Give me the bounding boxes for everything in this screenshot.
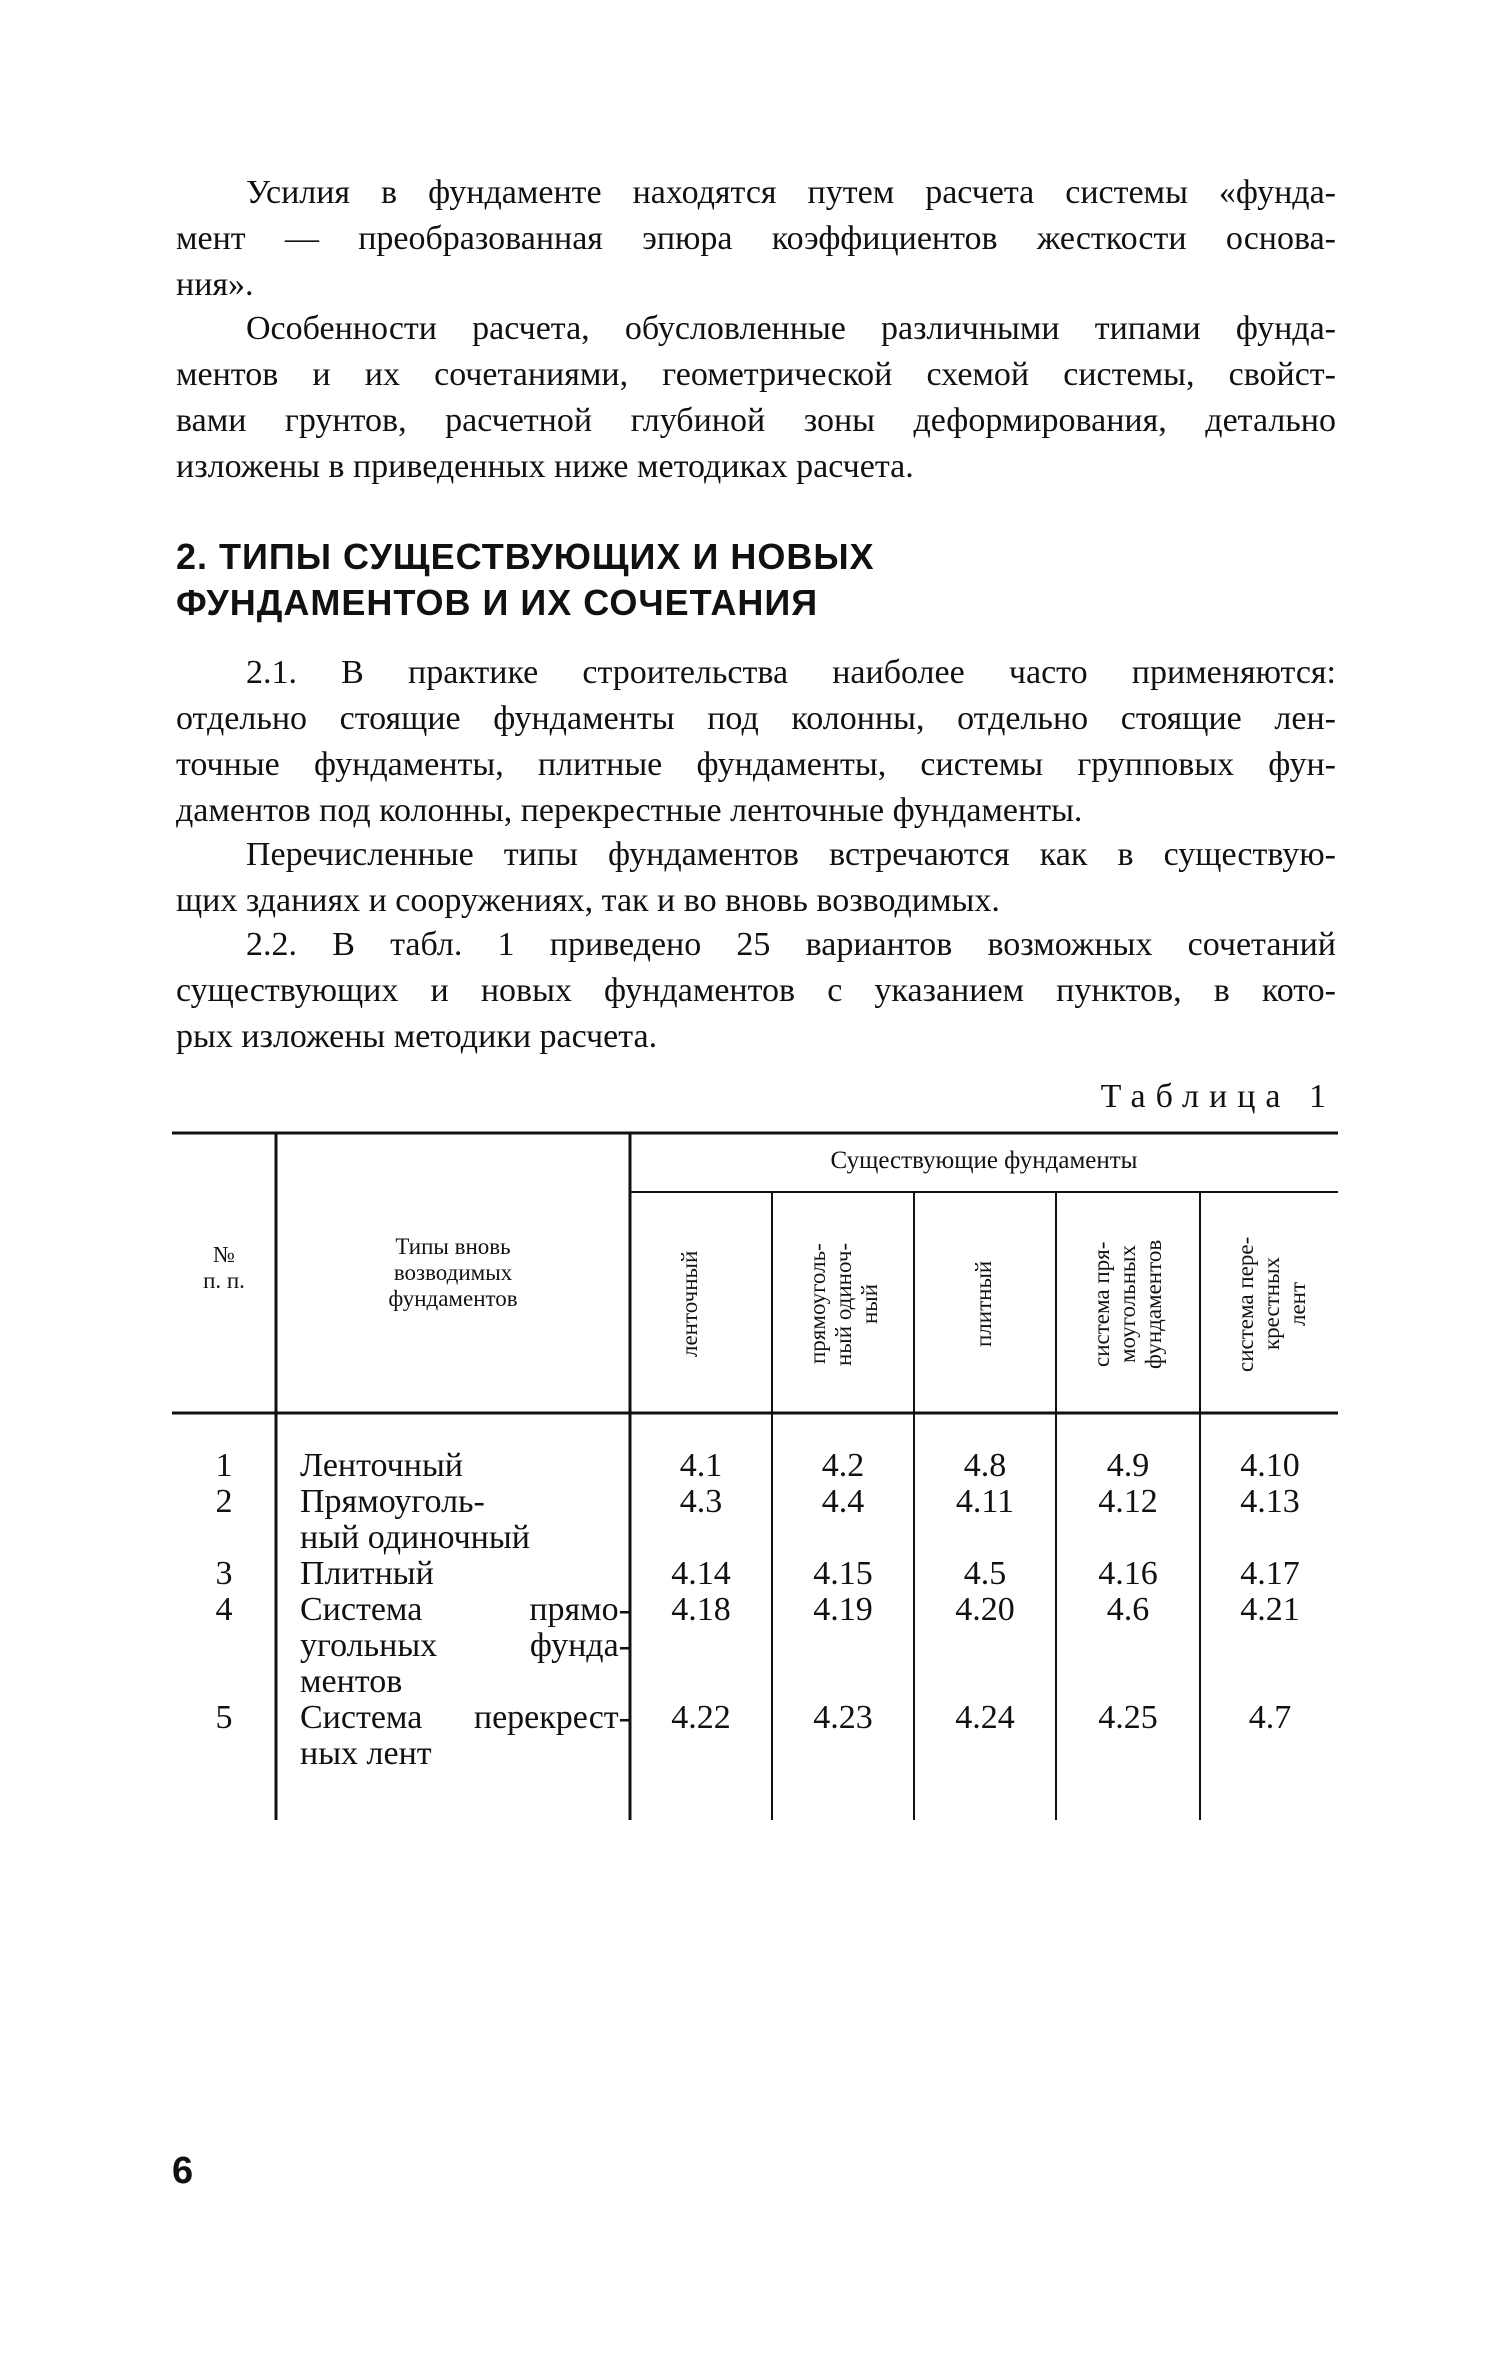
table-cell: 4.18 [671,1591,731,1628]
table-cell: 4.8 [963,1447,1007,1484]
text-line: 2.1. В практике строительства наиболее часто применяются: [246,654,1336,691]
column-header-existing: Существующие фундаменты [830,1147,1138,1174]
header-line: лент [1285,1281,1310,1327]
column-header-cross-system [1233,1202,1311,1406]
name-line: Ленточный [300,1447,463,1484]
row-type-name [300,1592,630,1700]
table-cell: 4.4 [821,1483,865,1520]
row-type-name [300,1556,630,1592]
table-cell: 4.5 [963,1555,1007,1592]
header-line: Типы вновь [395,1234,511,1259]
paragraph-2-1 [176,650,1336,834]
table-cell: 4.10 [1240,1447,1300,1484]
text-line: Усилия в фундаменте находятся путем расчета системы «фунда- [246,174,1336,211]
name-line: ментов [300,1663,403,1700]
column-header-rect-system [1089,1202,1167,1406]
table-cell: 4.15 [813,1555,873,1592]
section-heading-line-2: ФУНДАМЕНТОВ И ИХ СОЧЕТАНИЯ [176,582,819,623]
table-caption: Таблица 1 [1100,1078,1336,1115]
row-number: 1 [215,1447,233,1484]
text-line: рых изложены методики расчета. [176,1018,658,1055]
text-line: Особенности расчета, обусловленные различными типами фунда- [246,310,1336,347]
table-cell: 4.11 [955,1483,1015,1520]
column-header-strip [677,1202,703,1406]
table-cell: 4.21 [1240,1591,1300,1628]
foundations-table [172,1130,1338,1820]
name-line: ных лент [300,1735,432,1772]
text-line: изложены в приведенных ниже методиках расчета. [176,448,914,485]
table-cell: 4.9 [1106,1447,1150,1484]
section-heading-line-1: 2. ТИПЫ СУЩЕСТВУЮЩИХ И НОВЫХ [176,536,875,577]
header-line: плитный [971,1260,996,1348]
table-cell: 4.20 [955,1591,1015,1628]
paragraph-2-1-continued [176,832,1336,924]
header-line: ленточный [677,1250,702,1358]
row-number: 5 [215,1699,233,1736]
header-line: система пере- [1233,1236,1258,1372]
table-cell: 4.22 [671,1699,731,1736]
table-cell: 4.14 [671,1555,731,1592]
table-cell: 4.23 [813,1699,873,1736]
header-line: система пря- [1089,1241,1114,1367]
intro-paragraph-2 [176,306,1336,490]
table-cell: 4.16 [1098,1555,1158,1592]
text-line: даментов под колонны, перекрестные ленточные фундаменты. [176,792,1083,829]
name-line: угольных фунда- [300,1627,630,1664]
text-line: существующих и новых фундаментов с указанием пунктов, в кото- [176,972,1336,1009]
header-line: фундаментов [388,1286,518,1311]
column-header-slab [971,1202,997,1406]
column-header-number [172,1242,276,1294]
name-line: Система перекрест- [300,1699,630,1736]
row-type-name [300,1448,630,1484]
row-type-name [300,1484,630,1556]
name-line: ный одиночный [300,1519,530,1556]
section-heading [176,534,1076,626]
header-line: моугольных [1115,1245,1140,1363]
column-header-new-types [276,1234,630,1312]
header-line: № [213,1242,235,1267]
text-line: точные фундаменты, плитные фундаменты, системы групповых фун- [176,746,1336,783]
table-cell: 4.13 [1240,1483,1300,1520]
header-line: п. п. [203,1268,245,1293]
table-cell: 4.1 [679,1447,723,1484]
table-cell: 4.3 [679,1483,723,1520]
header-line: крестных [1259,1257,1284,1351]
table-cell: 4.6 [1106,1591,1150,1628]
name-line: Прямоуголь- [300,1483,485,1520]
table-cell: 4.17 [1240,1555,1300,1592]
paragraph-2-2 [176,922,1336,1060]
text-line: ния». [176,266,254,303]
intro-paragraph-1 [176,170,1336,308]
row-number: 4 [215,1591,233,1628]
table-cell: 4.7 [1248,1699,1292,1736]
header-line: прямоуголь- [805,1243,830,1365]
text-line: Перечисленные типы фундаментов встречаются как в существую- [246,836,1336,873]
text-line: ментов и их сочетаниями, геометрической схемой системы, свойст- [176,356,1336,393]
text-line: 2.2. В табл. 1 приведено 25 вариантов возможных сочетаний [246,926,1336,963]
table-cell: 4.19 [813,1591,873,1628]
table-cell: 4.12 [1098,1483,1158,1520]
name-line: Система прямо- [300,1591,630,1628]
table-cell: 4.25 [1098,1699,1158,1736]
page-number: 6 [172,2150,194,2192]
table-cell: 4.2 [821,1447,865,1484]
text-line: щих зданиях и сооружениях, так и во вновь возводимых. [176,882,1000,919]
column-header-rectangular [805,1202,883,1406]
header-line: ный одиноч- [831,1242,856,1366]
text-line: вами грунтов, расчетной глубиной зоны деформирования, детально [176,402,1336,439]
row-type-name [300,1700,630,1772]
text-line: мент — преобразованная эпюра коэффициентов жесткости основа- [176,220,1336,257]
header-line: ный [857,1283,882,1325]
table-cell: 4.24 [955,1699,1015,1736]
row-number: 2 [215,1483,233,1520]
row-number: 3 [215,1555,233,1592]
text-line: отдельно стоящие фундаменты под колонны, отдельно стоящие лен- [176,700,1336,737]
name-line: Плитный [300,1555,434,1592]
header-line: фундаментов [1141,1239,1166,1369]
header-line: возводимых [393,1260,513,1285]
